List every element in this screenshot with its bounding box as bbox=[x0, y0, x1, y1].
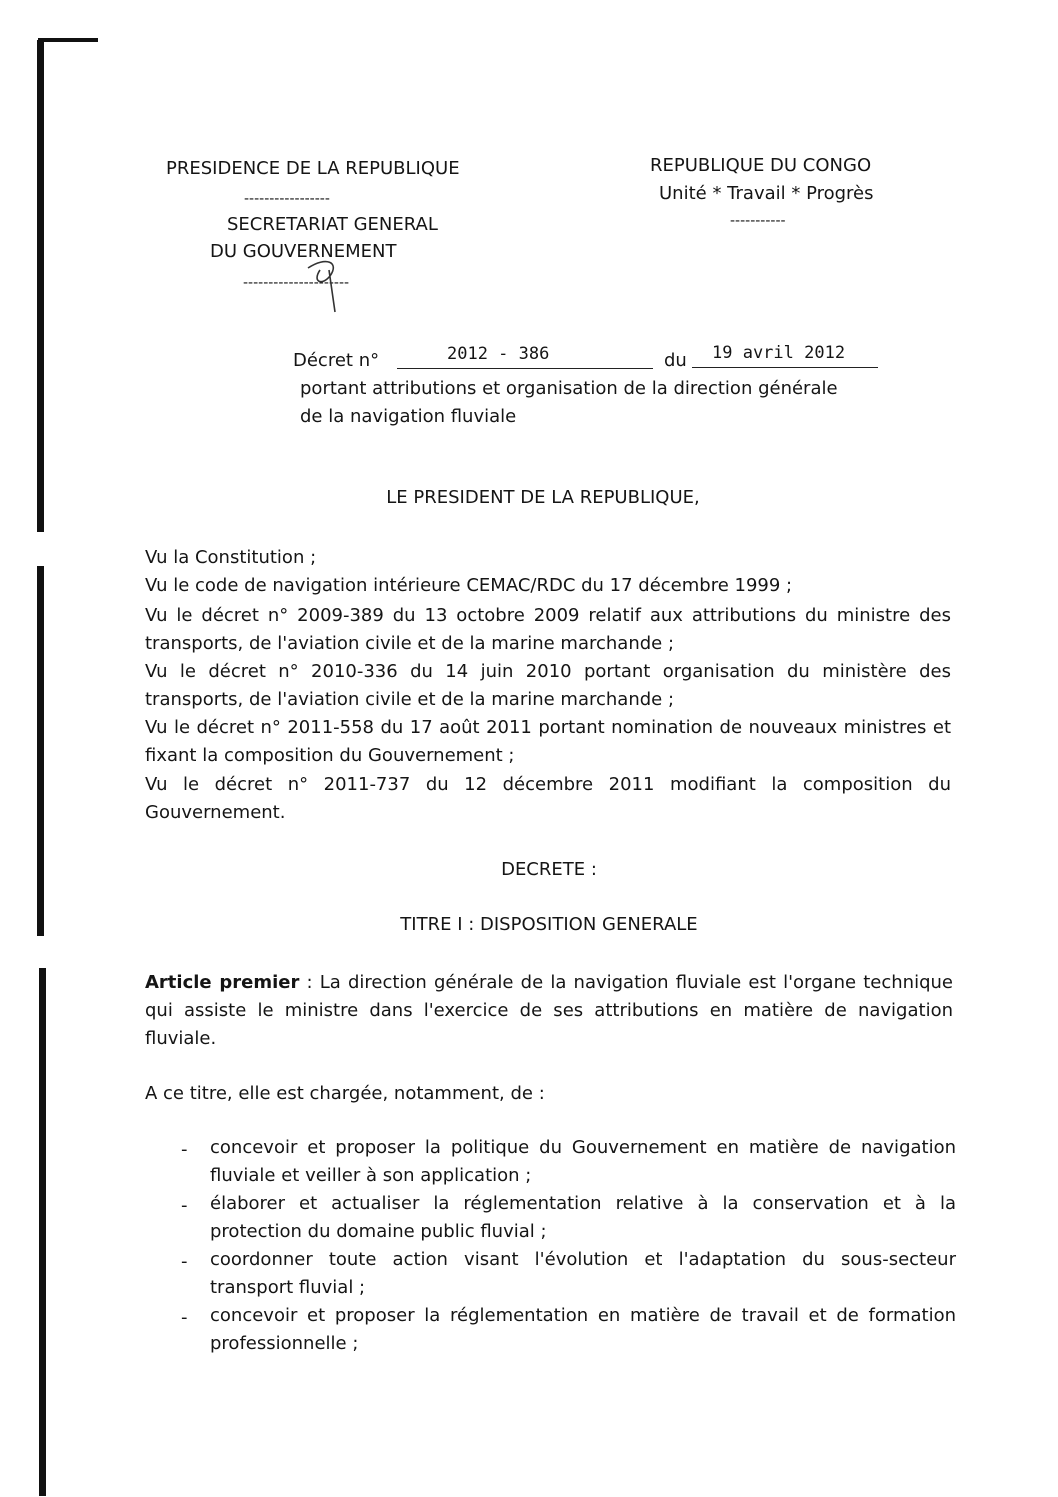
article-label: Article premier bbox=[145, 972, 300, 993]
bullet-item: concevoir et proposer la réglementation en matière de travail et de formation professionnelle ; bbox=[210, 1305, 956, 1354]
header-right-republique: REPUBLIQUE DU CONGO bbox=[650, 155, 872, 176]
header-right-separator: ----------- bbox=[730, 213, 786, 229]
scan-edge-top bbox=[38, 38, 98, 42]
handwritten-initials bbox=[296, 240, 356, 320]
visa-code-navigation: Vu le code de navigation intérieure CEMAC/RDC du 17 décembre 1999 ; bbox=[145, 575, 793, 596]
titre-heading: TITRE I : DISPOSITION GENERALE bbox=[400, 914, 698, 935]
bullet-item: élaborer et actualiser la réglementation relative à la conservation et à la protection du domaine public fluvial ; bbox=[210, 1193, 956, 1242]
bullet-item: concevoir et proposer la politique du Gouvernement en matière de navigation fluviale et veiller à son application ; bbox=[210, 1137, 956, 1186]
bullet-marker: - bbox=[181, 1251, 188, 1272]
header-left-separator-2: --------------------- bbox=[243, 275, 350, 291]
article-text: : La direction générale de la navigation fluviale est l'organe technique qui assiste le ministre dans l'exercice de ses attributions en matière de navigation fluviale. bbox=[145, 972, 953, 1049]
decree-date-label: du bbox=[664, 350, 687, 371]
visa-decret-2010-336: Vu le décret n° 2010-336 du 14 juin 2010 portant organisation du ministère des transports, de l'aviation civile et de la marine marchande ; bbox=[145, 661, 951, 710]
bullet-item: coordonner toute action visant l'évolution et l'adaptation du sous-secteur transport fluvial ; bbox=[210, 1249, 956, 1298]
header-left-separator: ----------------- bbox=[244, 191, 330, 207]
scan-edge-left-1 bbox=[37, 40, 44, 532]
header-left-gouvernement: DU GOUVERNEMENT bbox=[210, 241, 397, 262]
bullet-marker: - bbox=[181, 1139, 188, 1160]
decree-date-field bbox=[692, 343, 878, 368]
article-intro: A ce titre, elle est chargée, notamment, de : bbox=[145, 1083, 545, 1104]
decree-subject-line1: portant attributions et organisation de la direction générale bbox=[300, 378, 838, 399]
visa-decret-2011-737: Vu le décret n° 2011-737 du 12 décembre 2011 modifiant la composition du Gouvernement. bbox=[145, 774, 951, 823]
header-left-secretariat: SECRETARIAT GENERAL bbox=[227, 214, 438, 235]
decree-date: 19 avril 2012 bbox=[712, 343, 846, 363]
decree-subject-line2: de la navigation fluviale bbox=[300, 406, 517, 427]
bullet-marker: - bbox=[181, 1307, 188, 1328]
visa-constitution: Vu la Constitution ; bbox=[145, 547, 317, 568]
visa-decret-2009-389: Vu le décret n° 2009-389 du 13 octobre 2009 relatif aux attributions du ministre des transports, de l'aviation civile et de la marine marchande ; bbox=[145, 605, 951, 654]
decree-label: Décret n° bbox=[293, 350, 380, 371]
decrete-heading: DECRETE : bbox=[501, 859, 597, 880]
bullet-marker: - bbox=[181, 1195, 188, 1216]
decree-number: 2012 - 386 bbox=[447, 344, 550, 364]
scan-edge-left-3 bbox=[39, 968, 46, 1496]
article-premier bbox=[145, 969, 953, 1053]
visa-decret-2011-558: Vu le décret n° 2011-558 du 17 août 2011 portant nomination de nouveaux ministres et fixant la composition du Gouvernement ; bbox=[145, 717, 951, 766]
president-heading: LE PRESIDENT DE LA REPUBLIQUE, bbox=[386, 487, 700, 508]
header-right-motto: Unité * Travail * Progrès bbox=[659, 183, 874, 204]
decree-number-field bbox=[397, 344, 653, 369]
header-left-presidence: PRESIDENCE DE LA REPUBLIQUE bbox=[166, 158, 460, 179]
